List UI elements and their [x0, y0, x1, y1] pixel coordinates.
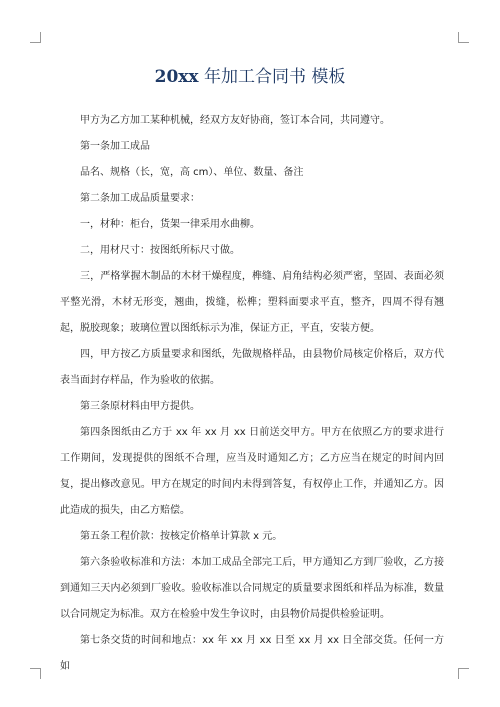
paragraph-article-2: 第二条加工成品质量要求： [80, 193, 200, 204]
paragraph-product-fields: 品名、规格（长，宽，高 cm）、单位、数量、备注 [80, 167, 304, 178]
paragraph-quality: 三，严格掌握木制品的木材干燥程度，榫缝、肩角结构必须严密，坚固、表面必须平整光滑，木材无形变，翘曲，拨缝，松榫；塑料面要求平直，整齐，四周不得有翘起，脱胶现象；玻璃位置以图纸标示为准，保证方正，平直，安装方便。 [60, 271, 444, 334]
paragraph-wood-type: 一，材种：柜台，货架一律采用水曲柳。 [80, 219, 260, 230]
crop-mark-bottom-left [30, 668, 41, 679]
paragraph-sample: 四，甲方按乙方质量要求和图纸，先做规格样品，由县物价局核定价格后，双方代表当面封存样品，作为验收的依据。 [60, 349, 444, 386]
document-body [60, 108, 444, 680]
paragraph-article-3: 第三条原材料由甲方提供。 [80, 401, 200, 412]
paragraph-article-4: 第四条图纸由乙方于 xx 年 xx 月 xx 日前送交甲方。甲方在依照乙方的要求进行工作期间，发现提供的图纸不合理，应当及时通知乙方；乙方应当在规定的时间内回复，提出修改意见。甲方在规定的时间内未得到答复，有权停止工作，并通知乙方。因此造成的损失，由乙方赔偿。 [60, 427, 444, 516]
paragraph-dimensions: 二，用材尺寸：按图纸所标尺寸做。 [80, 245, 240, 256]
paragraph-article-5: 第五条工程价款：按核定价格单计算款 x 元。 [80, 531, 283, 542]
paragraph-article-1: 第一条加工成品 [80, 141, 150, 152]
title-year: 20xx [154, 67, 199, 87]
crop-mark-top-left [30, 32, 41, 43]
title-text: 年加工合同书 模板 [198, 67, 346, 87]
paragraph-intro: 甲方为乙方加工某种机械，经双方友好协商，签订本合同，共同遵守。 [80, 115, 390, 126]
paragraph-article-7: 第七条交货的时间和地点：xx 年 xx 月 xx 日至 xx 月 xx 日全部交货。任何一方如 [60, 635, 444, 672]
crop-mark-top-right [458, 32, 469, 43]
document-title [0, 62, 500, 87]
crop-mark-bottom-right [458, 668, 469, 679]
paragraph-article-6: 第六条验收标准和方法：本加工成品全部完工后，甲方通知乙方到厂验收，乙方接到通知三天内必须到厂验收。验收标准以合同规定的质量要求图纸和样品为标准，数量以合同规定为标准。双方在检验中发生争议时，由县物价局提供检验证明。 [60, 557, 444, 620]
